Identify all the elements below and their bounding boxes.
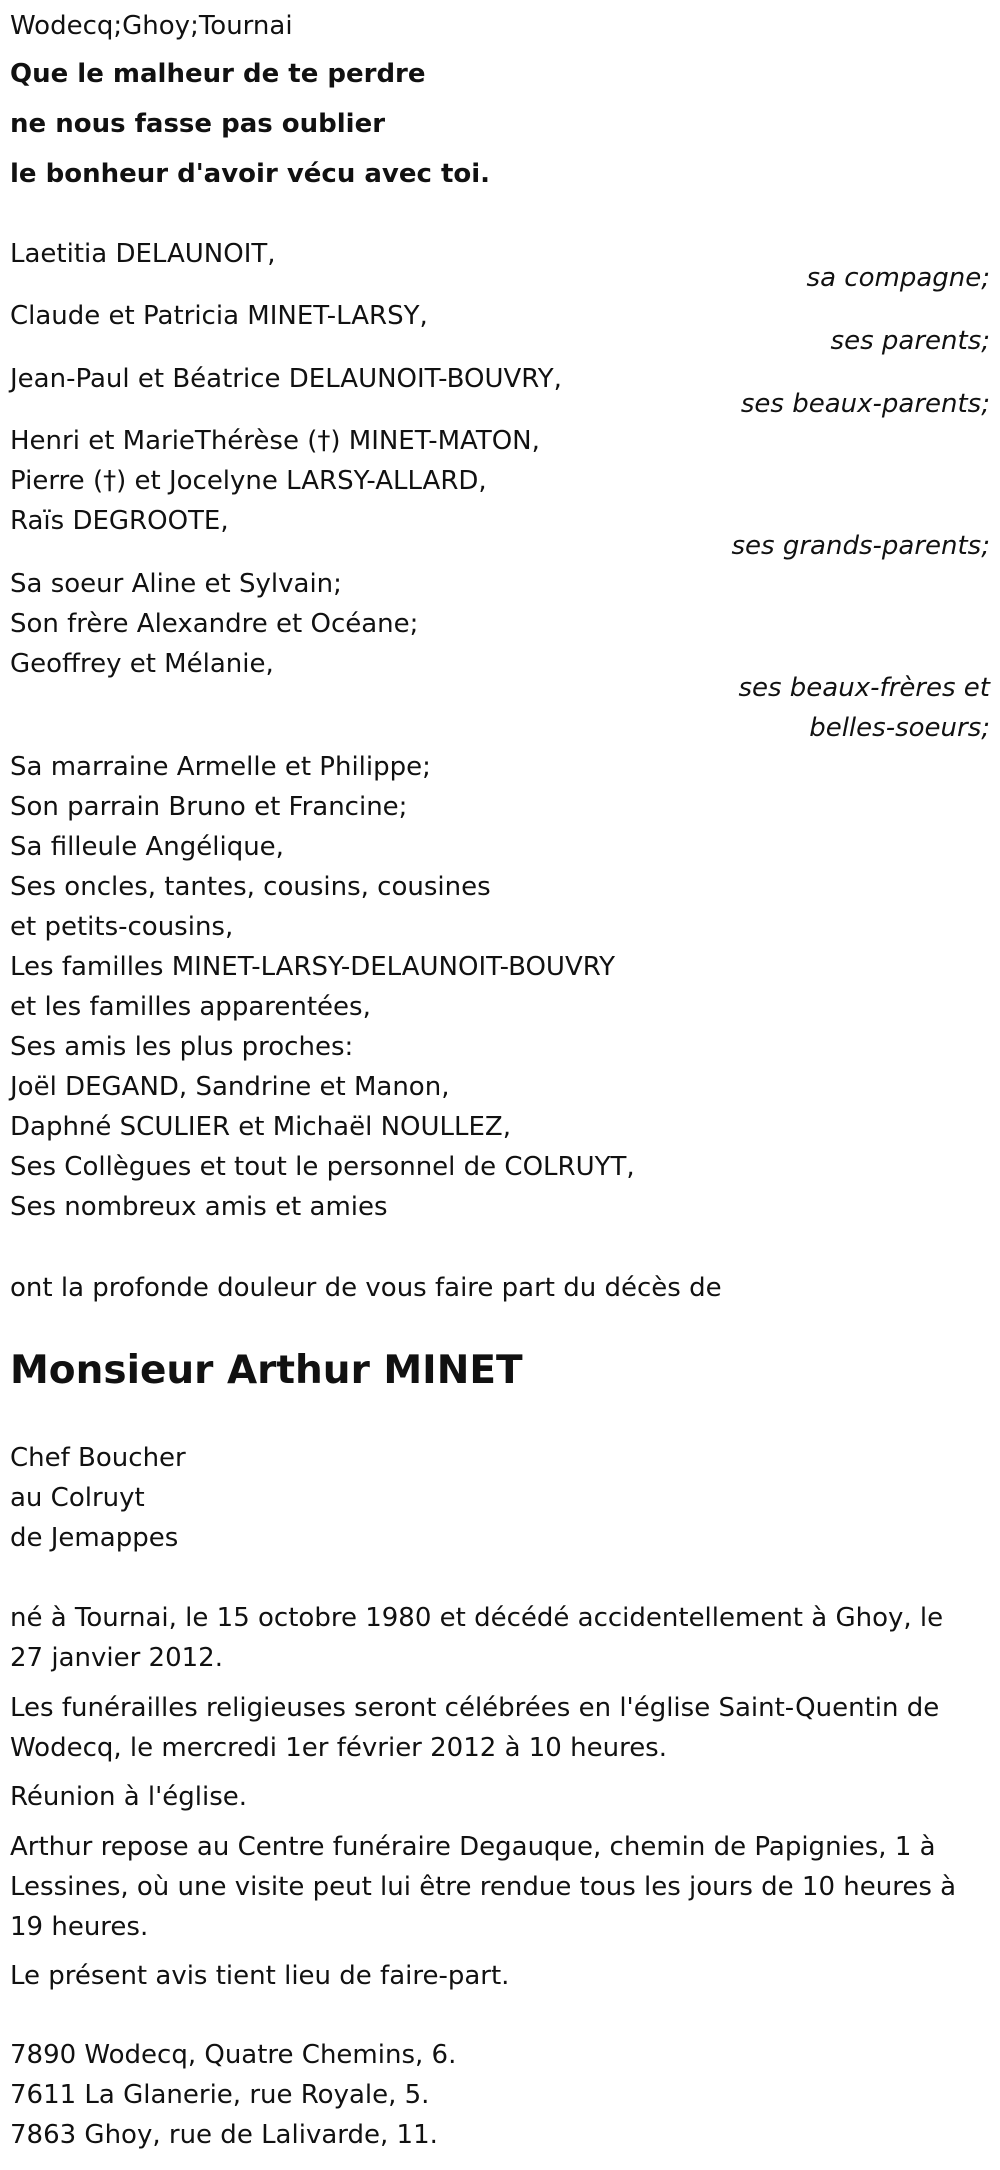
siblings-line-2: Son frère Alexandre et Océane;: [10, 609, 419, 639]
others-line-8: Ses amis les plus proches:: [10, 1032, 354, 1062]
address-line-1: 7890 Wodecq, Quatre Chemins, 6.: [10, 2040, 457, 2070]
meeting-paragraph: [10, 1777, 970, 1817]
poem-line-2: ne nous fasse pas oublier: [10, 109, 386, 139]
companion-name: Laetitia DELAUNOIT,: [10, 239, 276, 269]
addresses: [10, 2035, 990, 2155]
parents-role: ses parents;: [830, 326, 990, 356]
others-line-9: Joël DEGAND, Sandrine et Manon,: [10, 1072, 450, 1102]
siblings-line-1: Sa soeur Aline et Sylvain;: [10, 569, 342, 599]
others-line-1: Sa marraine Armelle et Philippe;: [10, 752, 431, 782]
notice-paragraph: [10, 1956, 970, 1996]
parents-name: Claude et Patricia MINET-LARSY,: [10, 301, 428, 331]
in-laws-role: ses beaux-parents;: [740, 389, 990, 419]
in-laws-name: Jean-Paul et Béatrice DELAUNOIT-BOUVRY,: [10, 364, 562, 394]
others-line-11: Ses Collègues et tout le personnel de COLRUYT,: [10, 1152, 635, 1182]
funeral-paragraph: [10, 1688, 970, 1768]
others-list: [10, 747, 990, 1227]
others-line-3: Sa filleule Angélique,: [10, 832, 284, 862]
birth-death-text: né à Tournai, le 15 octobre 1980 et décédé accidentellement à Ghoy, le 27 janvier 2012.: [10, 1603, 944, 1673]
occupation-line-1: Chef Boucher: [10, 1443, 186, 1473]
visit-text: Arthur repose au Centre funéraire Degauque, chemin de Papignies, 1 à Lessines, où une visite peut lui être rendue tous les jours de 10 heures à 19 heures.: [10, 1832, 957, 1942]
places-line: Wodecq;Ghoy;Tournai: [10, 11, 293, 41]
poem-line-1: Que le malheur de te perdre: [10, 59, 426, 89]
deceased-name: Monsieur Arthur MINET: [10, 1348, 523, 1393]
siblings-line-3: Geoffrey et Mélanie,: [10, 649, 274, 679]
siblings-list: [10, 564, 990, 684]
birth-death-paragraph: [10, 1598, 970, 1678]
grandparents-line-3: Raïs DEGROOTE,: [10, 506, 229, 536]
notice-text: Le présent avis tient lieu de faire-part.: [10, 1961, 510, 1991]
grandparents-role: ses grands-parents;: [731, 531, 990, 561]
meeting-text: Réunion à l'église.: [10, 1782, 248, 1812]
funeral-text: Les funérailles religieuses seront célébrées en l'église Saint-Quentin de Wodecq, le mercredi 1er février 2012 à 10 heures.: [10, 1693, 940, 1763]
address-line-3: 7863 Ghoy, rue de Lalivarde, 11.: [10, 2120, 438, 2150]
grandparents-list: [10, 421, 990, 541]
announcement: ont la profonde douleur de vous faire part du décès de: [10, 1273, 722, 1303]
siblings-role-line-2: belles-soeurs;: [809, 713, 990, 743]
companion-role: sa compagne;: [806, 263, 990, 293]
others-line-4: Ses oncles, tantes, cousins, cousines: [10, 872, 491, 902]
others-line-2: Son parrain Bruno et Francine;: [10, 792, 408, 822]
address-line-2: 7611 La Glanerie, rue Royale, 5.: [10, 2080, 430, 2110]
others-line-10: Daphné SCULIER et Michaël NOULLEZ,: [10, 1112, 511, 1142]
others-line-5: et petits-cousins,: [10, 912, 234, 942]
occupation: [10, 1438, 990, 1558]
header: [10, 6, 990, 194]
others-line-7: et les familles apparentées,: [10, 992, 371, 1022]
others-line-6: Les familles MINET-LARSY-DELAUNOIT-BOUVRY: [10, 952, 616, 982]
visit-paragraph: [10, 1827, 970, 1947]
siblings-role-line-1: ses beaux-frères et: [738, 673, 990, 703]
poem-line-3: le bonheur d'avoir vécu avec toi.: [10, 159, 491, 189]
grandparents-line-1: Henri et MarieThérèse (†) MINET-MATON,: [10, 426, 540, 456]
occupation-line-2: au Colruyt: [10, 1483, 145, 1513]
occupation-line-3: de Jemappes: [10, 1523, 179, 1553]
grandparents-line-2: Pierre (†) et Jocelyne LARSY-ALLARD,: [10, 466, 487, 496]
others-line-12: Ses nombreux amis et amies: [10, 1192, 388, 1222]
